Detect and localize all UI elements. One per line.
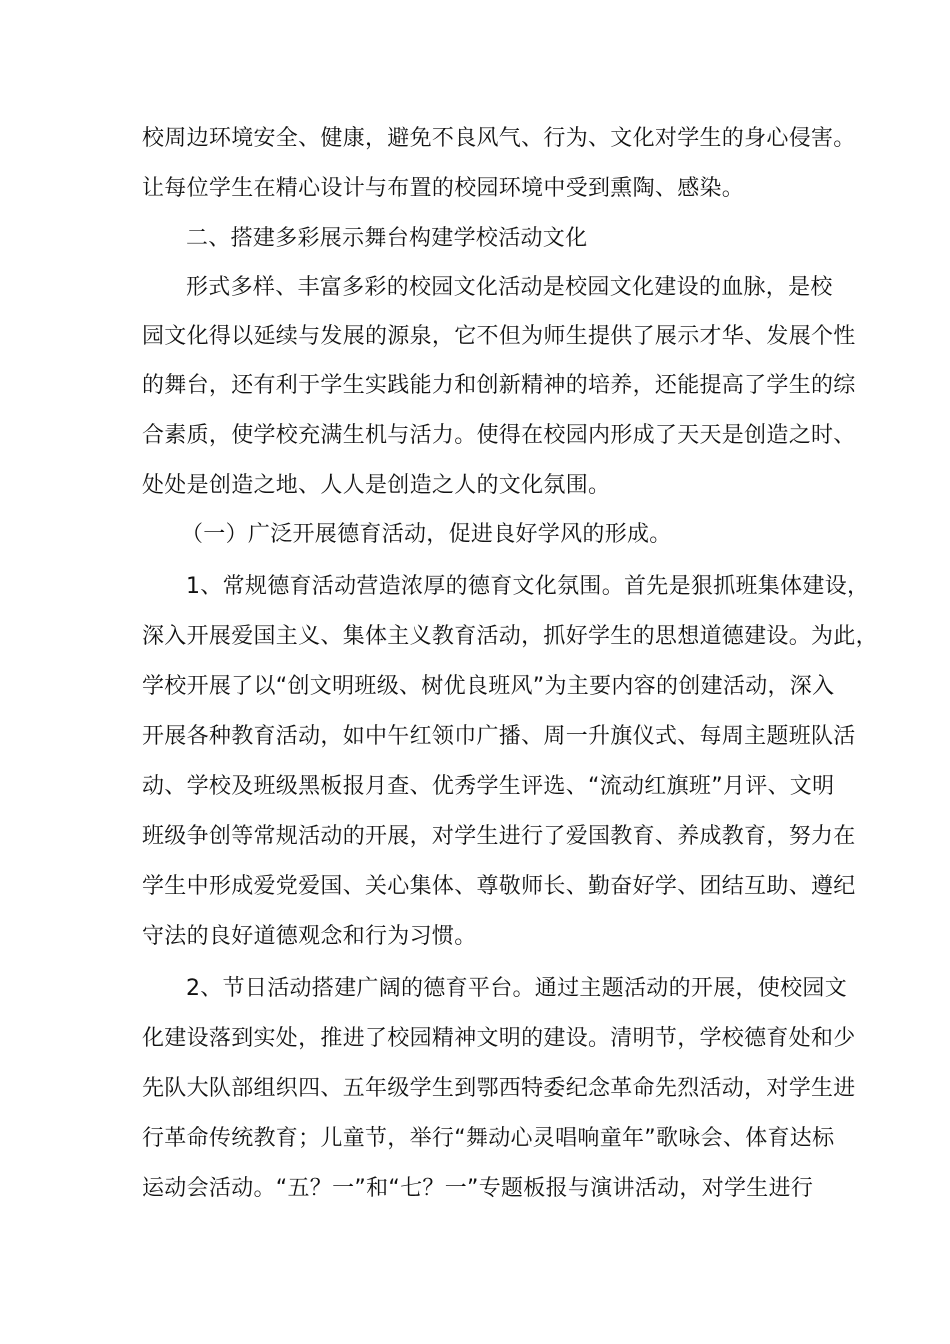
paragraph-line: 校周边环境安全、健康，避免不良风气、行为、文化对学生的身心侵害。 (142, 126, 856, 151)
paragraph-line: 学生中形成爱党爱国、关心集体、尊敬师长、勤奋好学、团结互助、遵纪 (142, 874, 856, 899)
paragraph-line: 班级争创等常规活动的开展，对学生进行了爱国教育、养成教育，努力在 (142, 824, 856, 849)
paragraph-line: 合素质，使学校充满生机与活力。使得在校园内形成了天天是创造之时、 (142, 423, 856, 448)
paragraph-line: 处处是创造之地、人人是创造之人的文化氛围。 (142, 473, 611, 498)
section-heading: 二、搭建多彩展示舞台构建学校活动文化 (186, 226, 588, 251)
paragraph-line: 行革命传统教育；儿童节，举行“舞动心灵唱响童年”歌咏会、体育达标 (142, 1126, 835, 1151)
paragraph-line: 运动会活动。“五？一”和“七？一”专题板报与演讲活动，对学生进行 (142, 1176, 814, 1201)
subsection-heading: （一）广泛开展德育活动，促进良好学风的形成。 (181, 522, 672, 547)
paragraph-line: 2、节日活动搭建广阔的德育平台。通过主题活动的开展，使校园文 (186, 976, 847, 1001)
paragraph-line: 园文化得以延续与发展的源泉，它不但为师生提供了展示才华、发展个性 (142, 324, 856, 349)
paragraph-line: 深入开展爱国主义、集体主义教育活动，抓好学生的思想道德建设。为此， (142, 624, 878, 649)
paragraph-line: 让每位学生在精心设计与布置的校园环境中受到熏陶、感染。 (142, 176, 745, 201)
paragraph-line: 学校开展了以“创文明班级、树优良班风”为主要内容的创建活动，深入 (142, 674, 835, 699)
paragraph-line: 形式多样、丰富多彩的校园文化活动是校园文化建设的血脉，是校 (186, 275, 833, 300)
paragraph-line: 动、学校及班级黑板报月查、优秀学生评选、“流动红旗班”月评、文明 (142, 774, 835, 799)
paragraph-line: 的舞台，还有利于学生实践能力和创新精神的培养，还能提高了学生的综 (142, 373, 856, 398)
paragraph-line: 开展各种教育活动，如中午红领巾广播、周一升旗仪式、每周主题班队活 (142, 724, 856, 749)
paragraph-line: 守法的良好道德观念和行为习惯。 (142, 924, 477, 949)
paragraph-line: 先队大队部组织四、五年级学生到鄂西特委纪念革命先烈活动，对学生进 (142, 1076, 856, 1101)
paragraph-line: 化建设落到实处，推进了校园精神文明的建设。清明节，学校德育处和少 (142, 1026, 856, 1051)
paragraph-line: 1、常规德育活动营造浓厚的德育文化氛围。首先是狠抓班集体建设， (186, 574, 870, 599)
